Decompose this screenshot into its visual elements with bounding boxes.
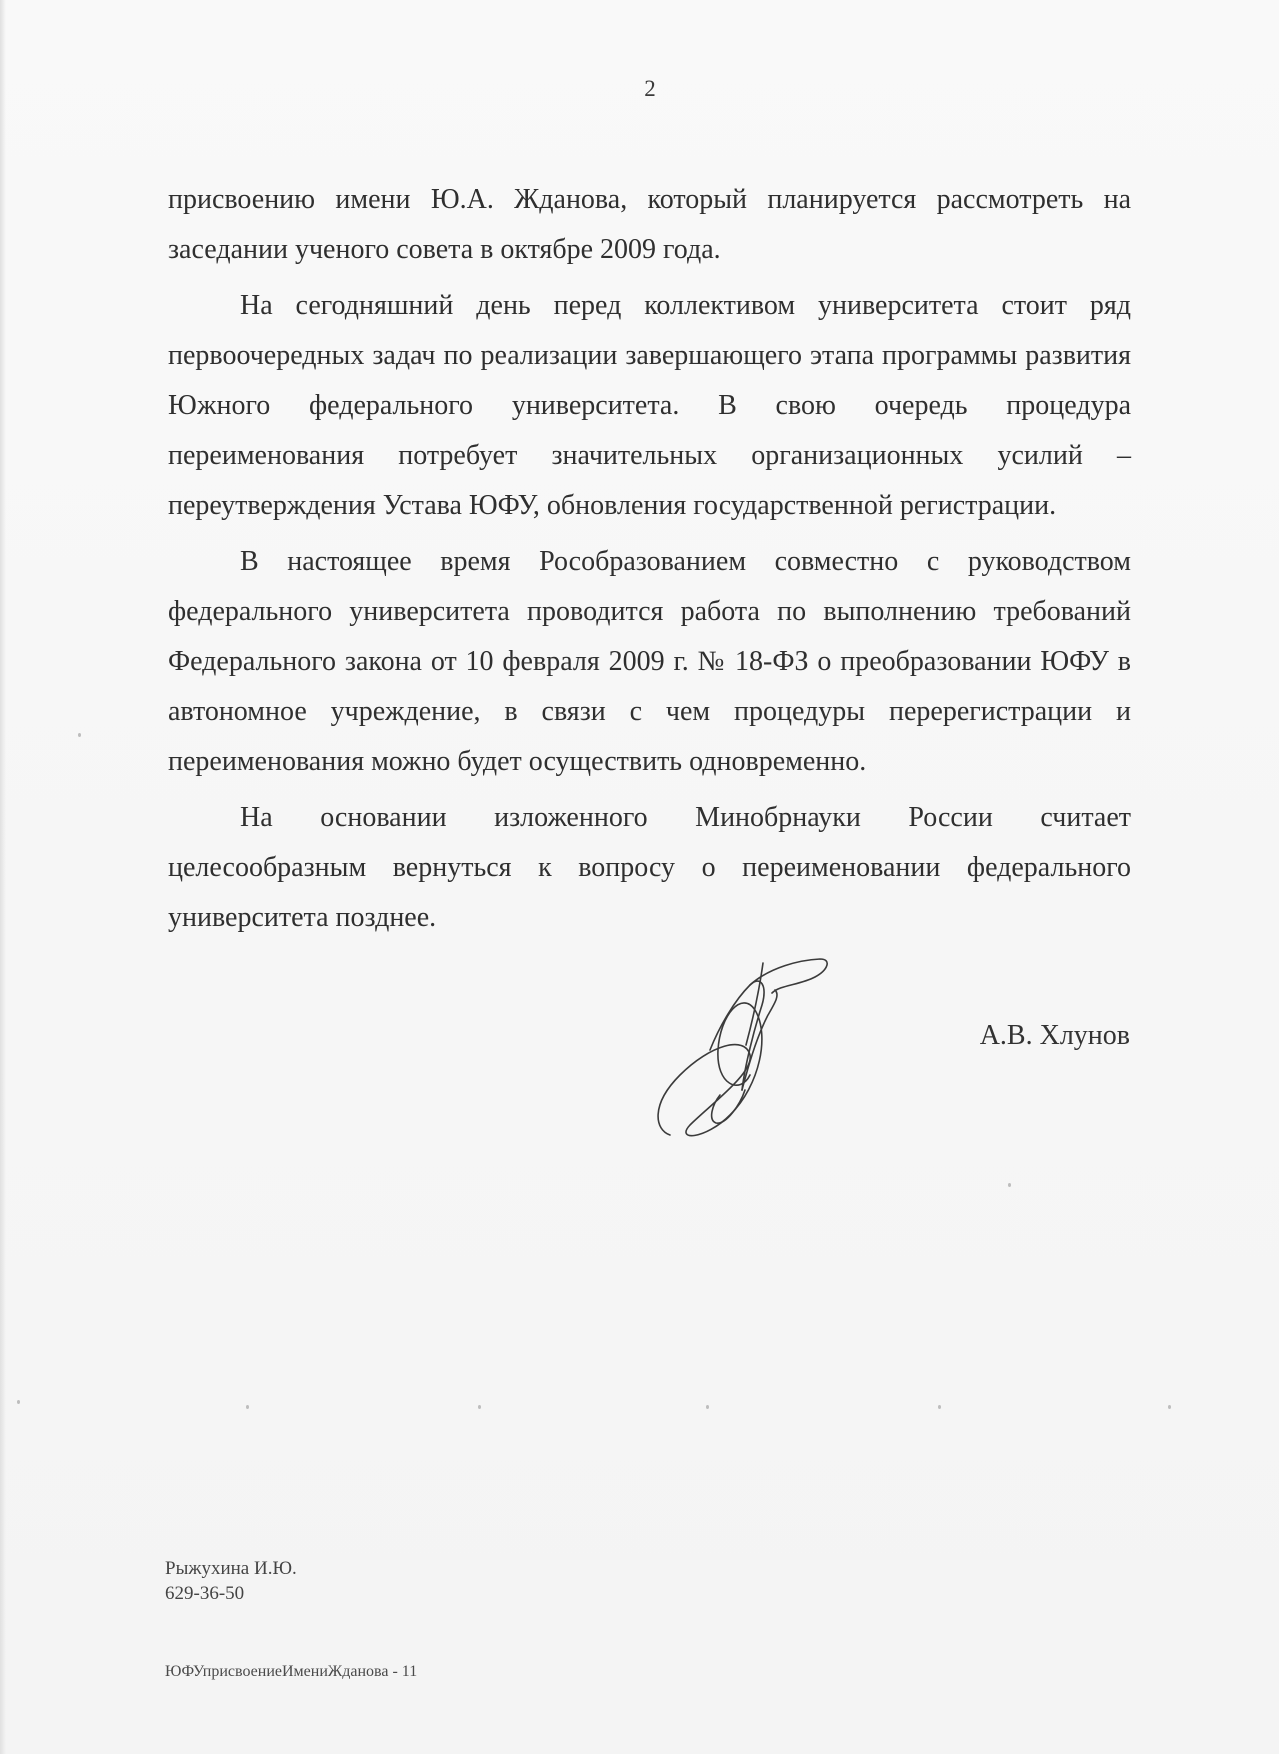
scan-speck xyxy=(17,1400,20,1404)
page-number: 2 xyxy=(644,76,656,101)
letter-body xyxy=(168,175,1131,949)
scan-speck xyxy=(78,733,81,737)
paragraph-tasks: На сегодняшний день перед коллективом университета стоит ряд первоочередных задач по реализации завершающего этапа программы развития Южного федерального университета. В свою очередь процедура переименования потребует значительных организационных усилий – переутверждения Устава ЮФУ, обновления государственной регистрации. xyxy=(168,290,1131,521)
scan-speck xyxy=(478,1405,481,1409)
scan-speck xyxy=(706,1405,709,1409)
handwritten-signature xyxy=(650,955,870,1155)
executor-name: Рыжухина И.Ю. xyxy=(165,1558,297,1579)
scan-speck xyxy=(938,1405,941,1409)
scan-speck xyxy=(1008,1183,1011,1187)
scan-speck xyxy=(1168,1405,1171,1409)
executor-block xyxy=(165,1556,297,1606)
scan-speck xyxy=(246,1405,249,1409)
scan-edge xyxy=(0,0,6,1754)
document-code: ЮФУприсвоениеИмениЖданова - 11 xyxy=(165,1663,418,1680)
paragraph-current-work: В настоящее время Рособразованием совместно с руководством федерального университета проводится работа по выполнению требований Федерального закона от 10 февраля 2009 г. № 18-ФЗ о преобразовании ЮФУ в автономное учреждение, в связи с чем процедуры перерегистрации и переименования можно будет осуществить одновременно. xyxy=(168,546,1131,777)
paragraph-continuation: присвоению имени Ю.А. Жданова, который планируется рассмотреть на заседании ученого совета в октябре 2009 года. xyxy=(168,184,1131,265)
paragraph-conclusion: На основании изложенного Минобрнауки России считает целесообразным вернуться к вопросу о переименовании федерального университета позднее. xyxy=(168,802,1131,933)
executor-phone: 629-36-50 xyxy=(165,1583,245,1604)
signer-name: А.В. Хлунов xyxy=(979,1020,1130,1051)
